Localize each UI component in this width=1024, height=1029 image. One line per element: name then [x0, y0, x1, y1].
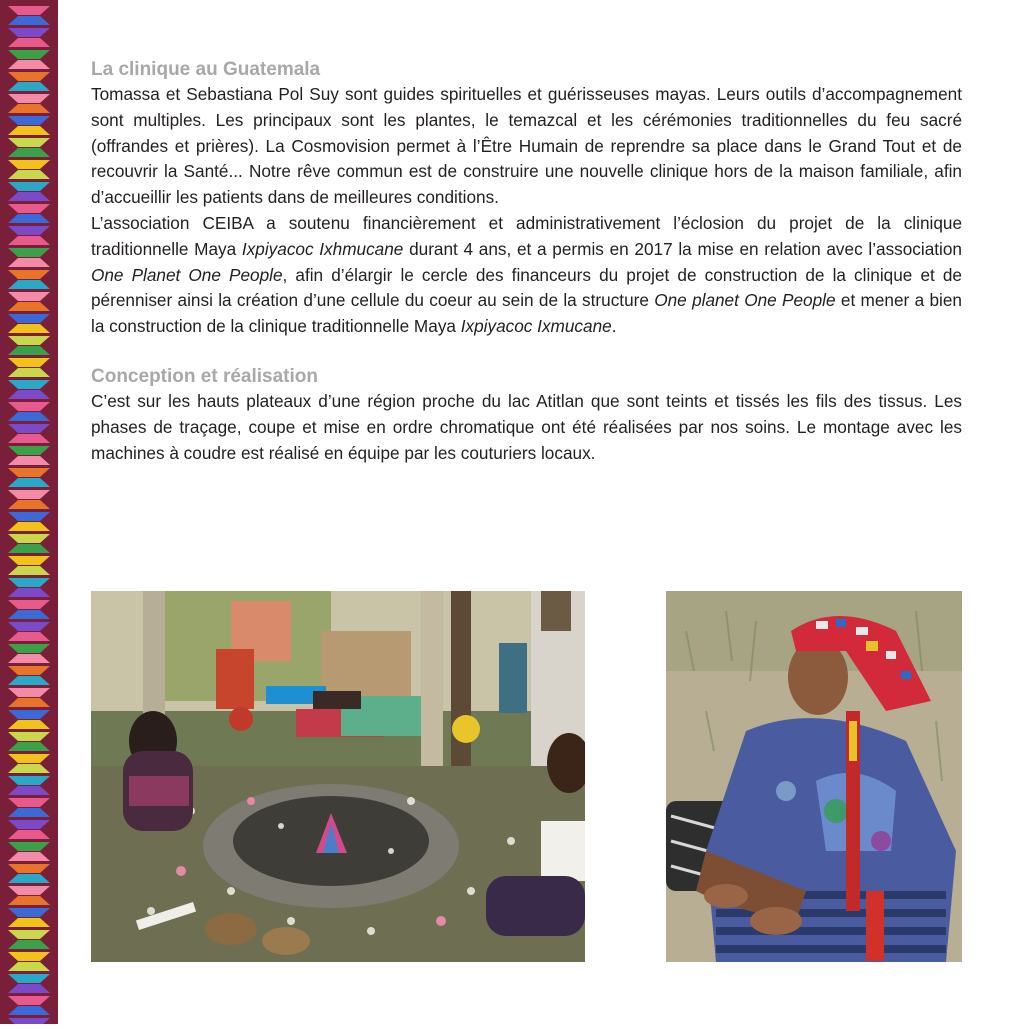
portrait-image: [666, 591, 962, 962]
ceremony-image: [91, 591, 585, 962]
text-run: .: [611, 316, 617, 337]
paragraph-clinique-1: [91, 82, 962, 211]
text-run: , afin d’élargir le cercle des financeurs du projet de construction de la clinique et de pérenniser ainsi la création d’une cellule du coeur au sein de la structure: [91, 264, 962, 311]
italic-text-run: One planet One People: [654, 290, 836, 311]
text-run: Tomassa et Sebastiana Pol Suy sont guides spirituelles et guérisseuses mayas. Leurs outils d’accompagnement sont multiples. Les principaux sont les plantes, le temazcal et les cérémonies traditionnelles du feu sacré (offrandes et prières). La Cosmovision permet à l’Être Humain de reprendre sa place dans le Grand Tout et de recouvrir la Santé... Notre rêve commun est de construire une nouvelle clinique hors de la maison familiale, afin d’accueillir les patients dans de meilleures conditions.: [91, 84, 962, 208]
article: [91, 58, 962, 466]
text-run: durant 4 ans, et a permis en 2017 la mise en relation avec l’association: [403, 238, 962, 259]
ceremony-photo: [91, 591, 585, 962]
section-title-conception: Conception et réalisation: [91, 365, 318, 387]
text-run: L’association CEIBA a soutenu financièrement et administrativement l’éclosion du projet de la clinique traditionnelle Maya: [91, 212, 962, 259]
paragraph-clinique-2: [91, 211, 962, 340]
italic-text-run: Ixpiyacoc Ixmucane: [460, 316, 612, 337]
embroidery-pattern: [0, 0, 58, 1024]
section-title-clinique: La clinique au Guatemala: [91, 59, 321, 80]
embroidered-border: [0, 0, 58, 1024]
paragraph-conception: [91, 389, 962, 466]
text-run: C’est sur les hauts plateaux d’une région proche du lac Atitlan que sont teints et tissés les fils des tissus. Les phases de traçage, coupe et mise en ordre chromatique ont été réalisées par nos soins. Le montage avec les machines à coudre est réalisé en équipe par les couturiers locaux.: [91, 390, 962, 463]
italic-text-run: Ixpiyacoc Ixhmucane: [241, 238, 404, 259]
italic-text-run: One Planet One People: [91, 264, 283, 285]
guide-portrait-photo: [666, 591, 962, 962]
text-run: et mener a bien la construction de la clinique traditionnelle Maya: [91, 290, 962, 337]
